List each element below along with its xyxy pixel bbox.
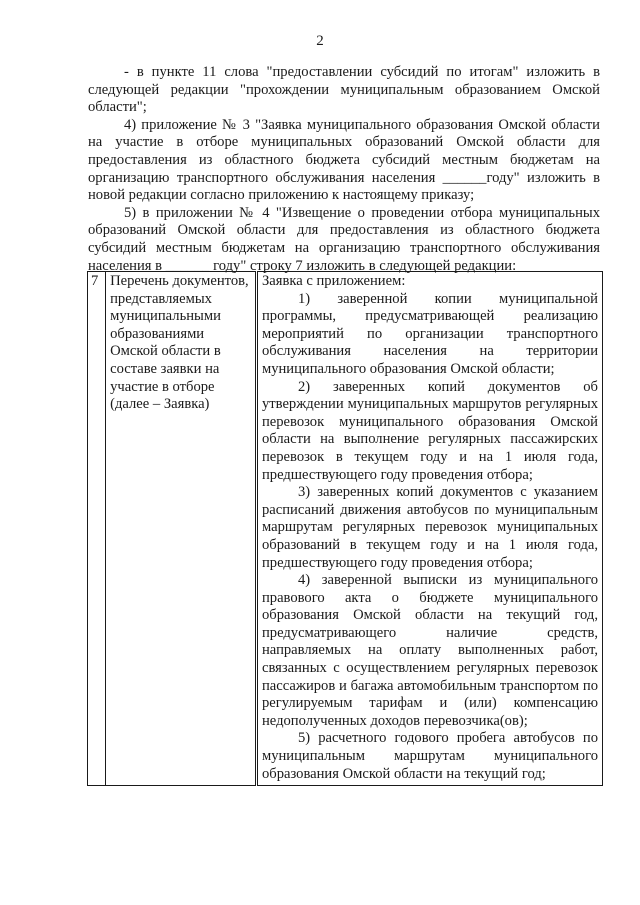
application-content-cell <box>256 272 602 786</box>
list-item: 4) заверенной выписки из муниципального правового акта о бюджете муниципального образования Омской области на текущий год, предусматривающего наличие средств, направляемых на оплату выполненных работ, связанных с осуществлением регулярных перевозок пассажиров и багажа автомобильным транспортом по регулируемым тарифам и (или) компенсацию недополученных доходов перевозчика(ов); <box>261 572 598 729</box>
paragraph-amendment-item-11: - в пункте 11 слова "предоставлении субсидий по итогам" изложить в следующей редакции "прохождении муниципальным образованием Омской области"; <box>88 64 600 116</box>
table-row <box>88 272 603 786</box>
paragraph-amendment-appendix-3: 4) приложение № 3 "Заявка муниципального образования Омской области на участие в отборе муниципальных образований Омской области для предоставления из областного бюджета субсидий местным бюджетам на организацию транспортного обслуживания населения ______году" изложить в новой редакции согласно приложению к настоящему приказу; <box>88 116 600 204</box>
requirements-table <box>87 271 603 786</box>
list-item: 1) заверенной копии муниципальной программы, предусматривающей реализацию мероприятий по организации транспортного обслуживания населения на территории муниципального образования Омской области; <box>261 290 598 377</box>
page-number: 2 <box>316 33 324 49</box>
paragraph-amendment-appendix-4: 5) в приложении № 4 "Извещение о проведении отбора муниципальных образований Омской области для предоставления из областного бюджета субсидий местным бюджетам на организацию транспортного обслуживания населения в ______ году" строку 7 изложить в следующей редакции: <box>88 204 600 274</box>
document-list-name-cell: Перечень документов, представляемых муниципальными образованиями Омской области в составе заявки на участие в отборе (далее – Заявка) <box>106 272 257 786</box>
list-item: 2) заверенных копий документов об утверждении муниципальных маршрутов регулярных перевозок муниципального образования Омской области на выполнение регулярных пассажирских перевозок в текущем году и на 1 июля года, предшествующего году проведения отбора; <box>261 378 598 483</box>
application-heading: Заявка с приложением: <box>261 273 406 289</box>
list-item: 5) расчетного годового пробега автобусов по муниципальным маршрутам муниципального образования Омской области на текущий год; <box>261 730 598 782</box>
list-item: 3) заверенных копий документов с указанием расписаний движения автобусов по муниципальным маршрутам регулярных перевозок муниципальных образований в текущем году и на 1 июля года, предшествующего году проведения отбора; <box>261 484 598 571</box>
row-number-cell: 7 <box>88 272 106 786</box>
document-body <box>88 64 600 275</box>
